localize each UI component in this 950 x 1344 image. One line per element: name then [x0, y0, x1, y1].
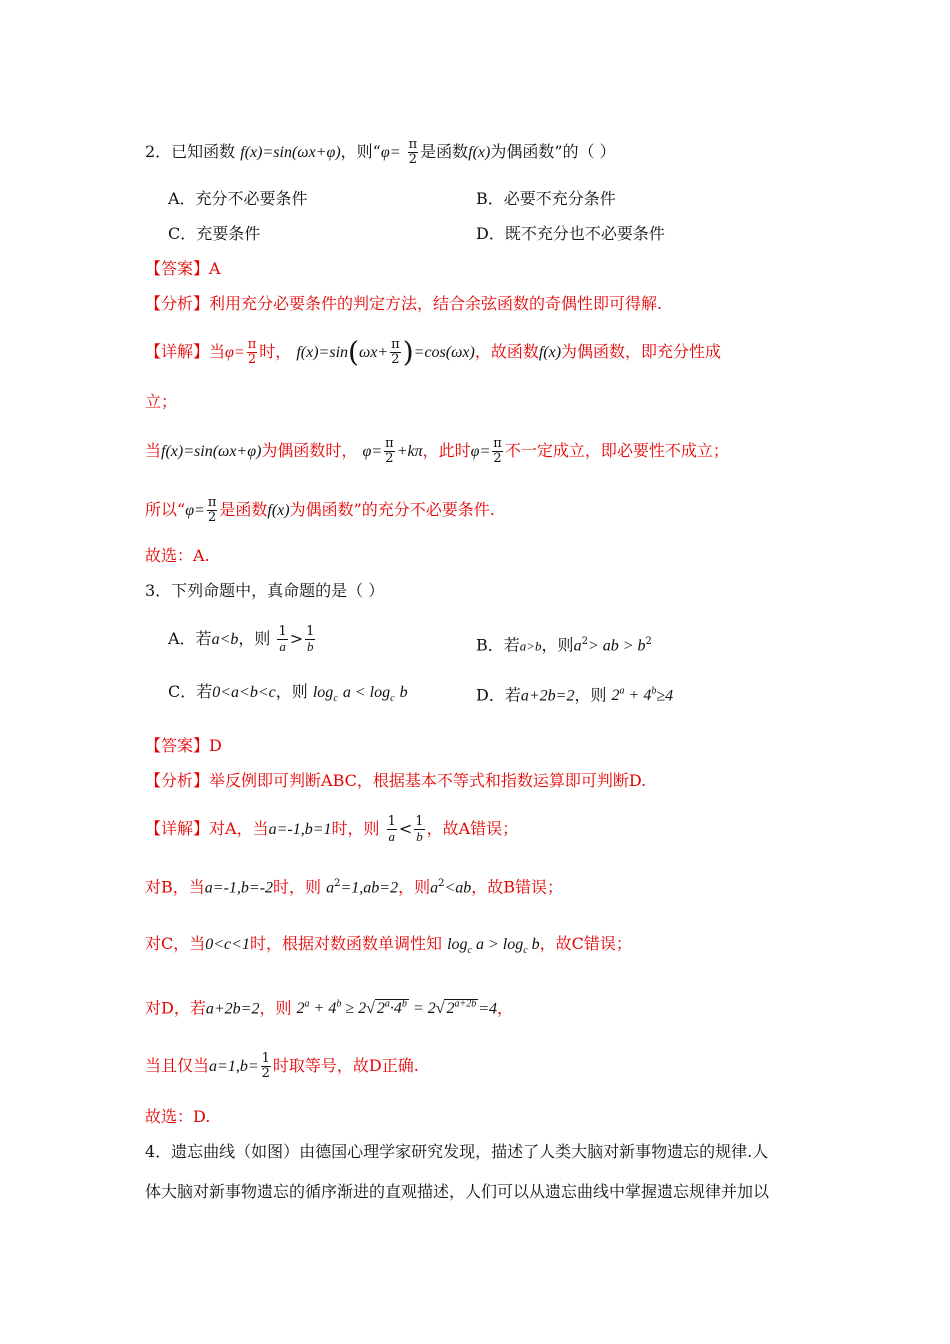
q2-detail-line3: 所以“φ= $\frac{\pi}{2}$ 是函数f(x)为偶函数”的充分不必要条件.: [145, 495, 495, 525]
q2-detail-line1-cont: 立；: [145, 392, 178, 411]
q2-option-b: B．必要不充分条件: [476, 189, 616, 208]
q3-option-b: B．若a>b，则$a^2>$ ab > $b^2$: [476, 635, 652, 655]
q3-detail-c: 对C，当0<c<1时，根据对数函数单调性知 $\log_c a > \log_c b$，故C错误；: [145, 934, 632, 957]
q3-answer: 【答案】D: [145, 736, 222, 755]
q3-analysis: 【分析】举反例即可判断ABC，根据基本不等式和指数运算即可判断D.: [145, 771, 647, 790]
q3-option-c: C．若0<a<b<c，则 $\log_c a < \log_c b$: [168, 682, 408, 705]
q2-option-a: A．充分不必要条件: [168, 189, 308, 208]
q3-detail-b: 对B，当a=-1,b=-2时，则 $a^2=1,ab=2$，则$a^2<ab$，故B错误；: [145, 877, 564, 897]
q3-option-a: A．若a<b，则 $\frac{1}{a}$ > $\frac{1}{b}$: [168, 624, 315, 654]
q2-answer: 【答案】A: [145, 259, 221, 278]
q3-stem: 3．下列命题中，真命题的是（ ）: [145, 581, 385, 600]
q3-detail-a: 【详解】对A，当a=-1,b=1时，则 $\frac{1}{a}$ < $\frac{1}{b}$ ，故A错误；: [145, 814, 519, 844]
q2-option-d: D．既不充分也不必要条件: [476, 224, 665, 243]
q4-line-1: 4．遗忘曲线（如图）由德国心理学家研究发现，描述了人类大脑对新事物遗忘的规律.人: [145, 1142, 769, 1161]
q2-stem: 2．已知函数 f(x)=sin(ωx+φ)，则“φ= $\frac{\pi}{2}$ 是函数f(x)为偶函数”的（ ）: [145, 137, 616, 167]
q3-choose: 故选：D.: [145, 1107, 211, 1126]
fraction-pi-over-2: $\frac{\pi}{2}$: [408, 137, 418, 167]
q2-choose: 故选：A.: [145, 546, 210, 565]
q2-analysis: 【分析】利用充分必要条件的判定方法，结合余弦函数的奇偶性即可得解.: [145, 294, 663, 313]
q2-detail-line1: 【详解】当φ= $\frac{\pi}{2}$ 时， f(x)=sin(ωx+ $\frac{\pi}{2}$ )=cos(ωx)，故函数f(x)为偶函数，即充分性成: [145, 335, 722, 369]
q2-option-c: C．充要条件: [168, 224, 261, 243]
q2-detail-line2: 当f(x)=sin(ωx+φ)为偶函数时， φ= $\frac{\pi}{2}$ +kπ，此时φ= $\frac{\pi}{2}$ 不一定成立，即必要性不成立；: [145, 436, 729, 466]
q3-detail-d: 对D，若a+2b=2，则 $2^a + 4^b \ge 2√$ $2^a\cdot 4^b = 2√$ $2^{a+2b} =4$，: [145, 998, 514, 1018]
q3-detail-equality: 当且仅当a=1,b= $\frac{1}{2}$ 时取等号，故D正确.: [145, 1051, 419, 1081]
q4-line-2: 体大脑对新事物遗忘的循序渐进的直观描述，人们可以从遗忘曲线中掌握遗忘规律并加以: [145, 1182, 770, 1201]
q3-option-d: D．若a+2b=2，则 $2^a + 4^b\ge 4$: [476, 685, 674, 705]
